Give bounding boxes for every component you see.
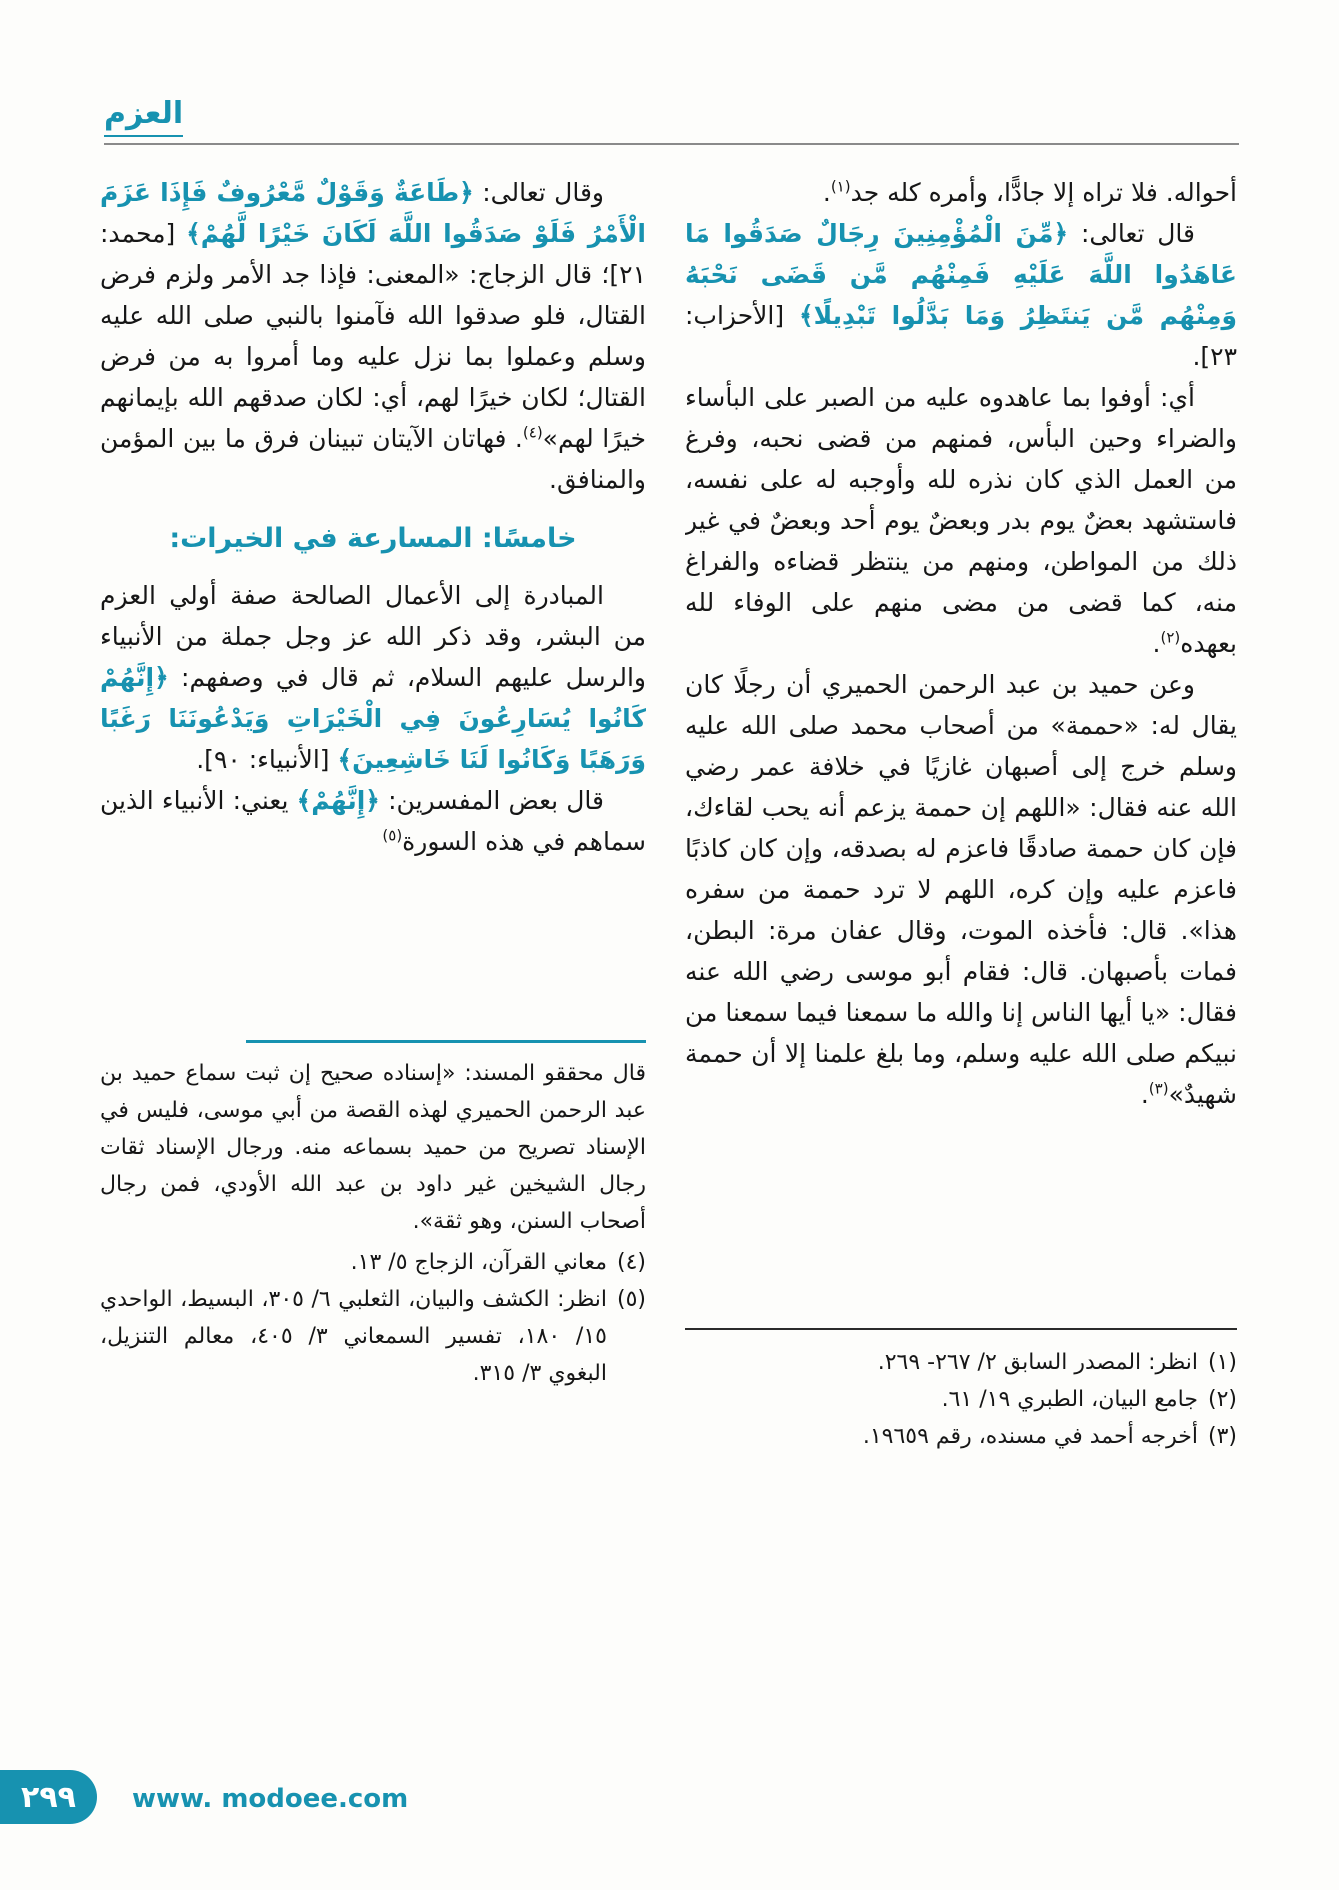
footnotes-separator: [246, 1040, 646, 1043]
footnote-item: [100, 1281, 646, 1392]
footnote-ref: (٣): [1148, 1079, 1169, 1098]
body-text: وعن حميد بن عبد الرحمن الحميري أن رجلًا كان يقال له: «حممة» من أصحاب محمد صلى الله عليه وسلم خرج إلى أصبهان غازيًا في خلافة عمر رضي الله عنه فقال: «اللهم إن حممة يزعم أنه يحب لقاءك، فإن كان حممة صادقًا فاعزم له بصدقه، وإن كان كاذبًا فاعزم عليه وإن كره، اللهم لا ترد حممة من سفره هذا». قال: فأخذه الموت، وقال عفان مرة: البطن، فمات بأصبهان. قال: فقام أبو موسى رضي الله عنه فقال: «يا أيها الناس إنا والله ما سمعنا فيما سمعنا من نبيكم صلى الله عليه وسلم، وما بلغ علمنا إلا أن حممة شهيدٌ»: [685, 670, 1237, 1109]
body-text: . فهاتان الآيتان تبينان فرق ما بين المؤمن والمنافق.: [100, 424, 646, 494]
footnote-text: انظر: الكشف والبيان، الثعلبي ٦/ ٣٠٥، البسيط، الواحدي ١٥/ ١٨٠، تفسير السمعاني ٣/ ٤٠٥، معالم التنزيل، البغوي ٣/ ٣١٥.: [100, 1287, 607, 1386]
left-footnotes: [100, 1040, 646, 1392]
footnote-number: (١): [1207, 1350, 1237, 1375]
footnote-ref: (٥): [382, 826, 403, 845]
body-text: أي: أوفوا بما عاهدوه عليه من الصبر على البأساء والضراء وحين البأس، فمنهم من قضى نحبه، وفرغ من العمل الذي كان نذره لله وأوجبه له على نفسه، فاستشهد بعضٌ يوم بدر وبعضٌ يوم أحد وبعضٌ في غير ذلك من المواطن، ومنهم من ينتظر قضاءه والفراغ منه، كما قضى من مضى منهم على الوفاء لله بعهده: [685, 383, 1237, 658]
footnote-item: [685, 1381, 1237, 1418]
page-number: ٢٩٩: [21, 1779, 76, 1815]
verse-reference: [الأحزاب: ٢٣].: [685, 301, 1237, 371]
body-text: [محمد: ٢١]؛ قال الزجاج: «المعنى: فإذا جد الأمر ولزم فرض القتال، فلو صدقوا الله فآمنوا بالنبي صلى الله عليه وسلم وعملوا بما نزل عليه وما أمروا به من فرض القتال؛ لكان خيرًا لهم، أي: لكان صدقهم الله بإيمانهم خيرًا لهم»: [100, 219, 646, 453]
quran-quote-paragraph: [685, 213, 1237, 377]
footnote-text: انظر: المصدر السابق ٢/ ٢٦٧- ٢٦٩.: [877, 1350, 1198, 1375]
right-column: [685, 172, 1237, 1324]
website-url: www. modoee.com: [132, 1784, 409, 1814]
quran-verse: ﴿مِّنَ الْمُؤْمِنِينَ رِجَالٌ صَدَقُوا مَا عَاهَدُوا اللَّهَ عَلَيْهِ فَمِنْهُم مَّن قَضَى نَحْبَهُ وَمِنْهُم مَّن يَنتَظِرُ وَمَا بَدَّلُوا تَبْدِيلًا﴾: [685, 219, 1237, 330]
body-text: .: [1140, 1080, 1149, 1109]
footnote-number: (٤): [616, 1250, 646, 1275]
body-text: وقال تعالى:: [473, 178, 604, 207]
quran-verse: ﴿إِنَّهُمْ كَانُوا يُسَارِعُونَ فِي الْخَيْرَاتِ وَيَدْعُونَنَا رَغَبًا وَرَهَبًا وَكَانُوا لَنَا خَاشِعِينَ﴾: [100, 663, 646, 774]
footnote-number: (٣): [1207, 1424, 1237, 1449]
body-text: أحواله. فلا تراه إلا جادًّا، وأمره كله جد: [850, 178, 1237, 207]
footnote-ref: (١): [830, 177, 851, 196]
quote-zajjaj-paragraph: [100, 172, 646, 500]
continuation-paragraph: [685, 172, 1237, 213]
section-heading: خامسًا: المسارعة في الخيرات:: [169, 523, 577, 554]
verse-reference: [الأنبياء: ٩٠].: [196, 745, 338, 774]
footnote-continuation: قال محققو المسند: «إسناده صحيح إن ثبت سماع حميد بن عبد الرحمن الحميري لهذه القصة من أبي موسى، فليس في الإسناد تصريح من حميد بسماعه منه. ورجال الإسناد ثقات رجال الشيخين غير داود بن عبد الله الأودي، فمن رجال أصحاب السنن، وهو ثقة».: [100, 1061, 646, 1234]
right-footnotes: [685, 1328, 1237, 1455]
footnote-ref: (٢): [1160, 628, 1181, 647]
footnotes-separator: [685, 1328, 1237, 1330]
footnote-text: أخرجه أحمد في مسنده، رقم ١٩٦٥٩.: [862, 1424, 1198, 1449]
footnote-number: (٥): [616, 1287, 646, 1312]
body-text: المبادرة إلى الأعمال الصالحة صفة أولي العزم من البشر، وقد ذكر الله عز وجل جملة من الأنبياء والرسل عليهم السلام، ثم قال في وصفهم:: [100, 581, 646, 692]
page-number-badge: [0, 1770, 97, 1824]
quran-verse: ﴿إِنَّهُمْ﴾: [296, 786, 380, 815]
footnote-number: (٢): [1207, 1387, 1237, 1412]
hadith-paragraph: [685, 664, 1237, 1115]
tafsir-paragraph: [685, 377, 1237, 664]
header-rule: [104, 143, 1239, 145]
musaraah-paragraph: [100, 575, 646, 780]
body-text: قال بعض المفسرين:: [379, 786, 604, 815]
quran-verse: ﴿طَاعَةٌ وَقَوْلٌ مَّعْرُوفٌ فَإِذَا عَزَمَ الْأَمْرُ فَلَوْ صَدَقُوا اللَّهَ لَكَانَ خَيْرًا لَّهُمْ﴾: [100, 178, 646, 248]
footnote-item: [685, 1344, 1237, 1381]
footnote-item: [685, 1418, 1237, 1455]
footnote-text: جامع البيان، الطبري ١٩/ ٦١.: [941, 1387, 1198, 1412]
left-column: [100, 172, 646, 1038]
body-text: .: [822, 178, 831, 207]
page-header-title: العزم: [104, 96, 183, 137]
body-text: .: [1152, 629, 1161, 658]
body-text: يعني: الأنبياء الذين سماهم في هذه السورة: [100, 786, 646, 856]
footnote-text: معاني القرآن، الزجاج ٥/ ١٣.: [350, 1250, 607, 1275]
footnote-ref: (٤): [522, 423, 543, 442]
body-text: قال تعالى:: [1068, 219, 1195, 248]
mufassirin-paragraph: [100, 780, 646, 862]
footnote-item: [100, 1244, 646, 1281]
